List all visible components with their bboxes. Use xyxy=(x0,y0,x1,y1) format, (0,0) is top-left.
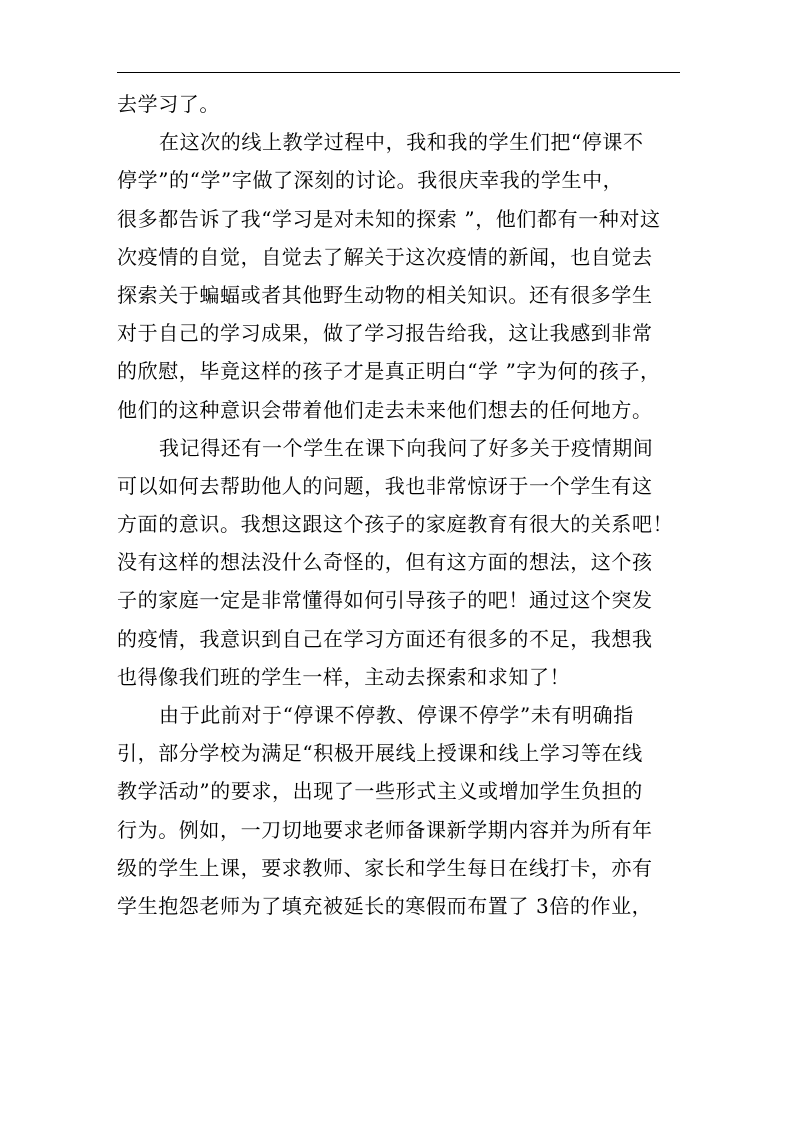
text-line: 教学活动”的要求，出现了一些形式主义或增加学生负担的 xyxy=(117,779,643,804)
text-line: 行为。例如，一刀切地要求老师备课新学期内容并为所有年 xyxy=(117,817,653,842)
paragraph-start-line: 我记得还有一个学生在课下向我问了好多关于疫情期间 xyxy=(159,435,654,460)
text-line: 没有这样的想法没什么奇怪的，但有这方面的想法，这个孩 xyxy=(117,550,653,575)
text-line: 也得像我们班的学生一样，主动去探索和求知了！ xyxy=(117,664,571,689)
text-line: 引，部分学校为满足“积极开展线上授课和线上学习等在线 xyxy=(117,741,643,766)
text-line: 级的学生上课，要求教师、家长和学生每日在线打卡，亦有 xyxy=(117,855,653,880)
text-line: 去学习了。 xyxy=(117,92,220,116)
text-line: 子的家庭一定是非常懂得如何引导孩子的吧！通过这个突发 xyxy=(117,588,653,613)
text-line: 对于自己的学习成果，做了学习报告给我，这让我感到非常 xyxy=(117,321,653,346)
text-line: 他们的这种意识会带着他们走去未来他们想去的任何地方。 xyxy=(117,397,653,422)
text-line: 很多都告诉了我“学习是对未知的探索 ”，他们都有一种对这 xyxy=(117,206,661,231)
text-line: 的欣慰，毕竟这样的孩子才是真正明白“学 ”字为何的孩子， xyxy=(117,359,661,384)
text-line: 次疫情的自觉，自觉去了解关于这次疫情的新闻，也自觉去 xyxy=(117,244,653,269)
text-line: 学生抱怨老师为了填充被延长的寒假而布置了 3倍的作业， xyxy=(117,893,653,918)
text-line: 方面的意识。我想这跟这个孩子的家庭教育有很大的关系吧！ xyxy=(117,512,674,537)
body-text xyxy=(117,85,687,925)
text-line: 停学”的“学”字做了深刻的讨论。我很庆幸我的学生中， xyxy=(117,168,624,193)
header-rule xyxy=(117,72,680,73)
text-line: 的疫情，我意识到自己在学习方面还有很多的不足，我想我 xyxy=(117,626,653,651)
paragraph-start-line: 在这次的线上教学过程中，我和我的学生们把“停课不 xyxy=(159,130,644,155)
text-line: 可以如何去帮助他人的问题，我也非常惊讶于一个学生有这 xyxy=(117,473,653,498)
paragraph-start-line: 由于此前对于“停课不停教、停课不停学”未有明确指 xyxy=(159,703,634,727)
text-line: 探索关于蝙蝠或者其他野生动物的相关知识。还有很多学生 xyxy=(117,282,653,307)
